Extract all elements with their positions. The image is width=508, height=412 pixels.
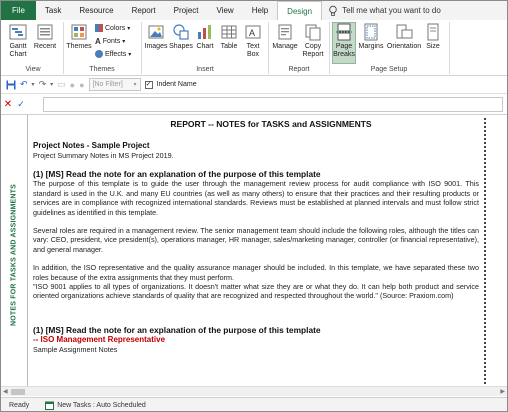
group-view-label: View <box>25 66 41 73</box>
effects-icon <box>95 50 103 58</box>
spacer <box>33 254 479 263</box>
view-side-label-text: NOTES FOR TASKS AND ASSIGNMENTS <box>10 183 18 327</box>
tell-me-text: Tell me what you want to do <box>342 6 441 15</box>
ribbon-tabs <box>1 1 507 20</box>
filter-dropdown[interactable] <box>89 78 141 91</box>
size-icon <box>424 23 442 41</box>
effects-button[interactable] <box>95 50 131 58</box>
spacer <box>33 217 479 226</box>
calendar-icon <box>45 401 54 410</box>
tab-task[interactable]: Task <box>44 6 62 15</box>
size-button[interactable] <box>423 23 443 51</box>
svg-text:A: A <box>249 28 256 38</box>
section-heading: (1) [MS] Read the note for an explanation of the purpose of this template <box>33 169 321 180</box>
entry-bar <box>1 95 507 115</box>
tab-report[interactable]: Report <box>131 6 156 15</box>
text-box-label: Text Box <box>246 43 260 58</box>
shapes-button[interactable] <box>169 23 193 51</box>
gantt-chart-icon <box>9 23 27 41</box>
confirm-icon[interactable]: ✓ <box>17 99 25 109</box>
page-break-line <box>484 118 486 396</box>
note-paragraph: Several roles are required in a management review. The senior management team should include the following roles, although the titles can vary: CEO, president, vice president(s), operations manager, HR manager, sales/marketing manager, controller (or financial representative), and general manager. <box>33 226 479 254</box>
group-report-label: Report <box>288 66 310 73</box>
size-label: Size <box>426 43 440 50</box>
tab-design[interactable]: Design <box>277 1 322 20</box>
copy-report-label: Copy Report <box>302 43 324 58</box>
margins-icon <box>362 23 380 41</box>
recent-views-icon <box>36 23 54 41</box>
shapes-label: Shapes <box>169 43 193 50</box>
ribbon-separator <box>268 22 269 74</box>
horizontal-scrollbar[interactable] <box>1 386 507 396</box>
page-breaks-label: Page Breaks <box>333 43 355 58</box>
note-paragraph: The purpose of this template is to guide the user through the management review process for audit compliance with ISO 9001. This standard is used in the U.K. and many EU countries (as well as many others) to ensure that their practices and their resulting products or services are in compliance with recognized international standards. Reviews must be established at planned intervals and must follow strict guidelines as identified in this template. <box>33 179 479 217</box>
table-icon <box>220 23 238 41</box>
gantt-chart-label: Gantt Chart <box>9 43 27 58</box>
quick-access-toolbar <box>1 76 507 94</box>
manage-label: Manage <box>272 43 298 50</box>
note-paragraph: In addition, the ISO representative and the quality assurance manager should be included. In this template, we have separated these two roles because of the extra assignments that they must perform. <box>33 263 479 282</box>
filter-value: [No Filter] <box>92 81 123 88</box>
project-heading: Project Notes - Sample Project <box>33 141 150 150</box>
lightbulb-icon <box>328 5 338 17</box>
chevron-down-icon[interactable]: ▾ <box>31 82 35 88</box>
report-title: REPORT -- NOTES for TASKS and ASSIGNMENTS <box>170 119 372 129</box>
tell-me-box[interactable] <box>328 1 441 20</box>
chevron-down-icon[interactable]: ▾ <box>50 82 54 88</box>
margins-button[interactable] <box>357 23 385 51</box>
spacer <box>33 313 479 325</box>
tab-resource[interactable]: Resource <box>79 6 114 15</box>
table-label: Table <box>220 43 238 50</box>
report-content <box>33 141 479 354</box>
tab-view[interactable]: View <box>216 6 234 15</box>
page-breaks-icon <box>335 23 353 41</box>
colors-label: Colors <box>105 24 126 32</box>
recent-button[interactable] <box>33 23 57 51</box>
fonts-label: Fonts <box>102 38 121 45</box>
status-bar <box>1 397 507 412</box>
images-label: Images <box>144 43 168 50</box>
save-icon[interactable] <box>6 80 16 90</box>
report-view <box>1 115 507 396</box>
view-side-label <box>1 115 27 396</box>
status-ready: Ready <box>9 401 30 409</box>
copy-report-button[interactable] <box>301 23 325 59</box>
images-button[interactable] <box>144 23 168 51</box>
recent-label: Recent <box>33 43 57 50</box>
chart-label: Chart <box>196 43 214 50</box>
spacer <box>33 160 479 169</box>
chart-button[interactable] <box>194 23 216 51</box>
new-tasks-label: New Tasks : Auto Scheduled <box>57 401 146 409</box>
manage-button[interactable] <box>271 23 299 51</box>
copy-report-icon <box>304 23 322 41</box>
new-tasks-mode[interactable] <box>45 401 146 410</box>
indent-name-checkbox[interactable]: ✓ <box>145 81 152 88</box>
circle-icon[interactable]: ● <box>69 79 76 90</box>
text-box-icon <box>244 23 262 41</box>
assignment-heading: -- ISO Management Representative <box>33 334 166 344</box>
ribbon-separator <box>63 22 64 74</box>
section-heading: (1) [MS] Read the note for an explanation of the purpose of this template <box>33 324 321 335</box>
fonts-icon: A <box>95 37 101 46</box>
group-insert-label: Insert <box>196 66 214 73</box>
chevron-down-icon: ▾ <box>133 82 137 88</box>
group-themes-label: Themes <box>89 66 115 73</box>
group-page-setup-label: Page Setup <box>370 66 408 73</box>
note-paragraph: "ISO 9001 applies to all types of organizations. It doesn't matter what size they are or what they do. It can help both product and service oriented organizations achieve standards of quality that are recognized and respected throughout the world." (Source: Praxiom.com) <box>33 282 479 301</box>
scroll-left-icon[interactable]: ◀ <box>3 389 8 395</box>
text-box-button[interactable] <box>242 23 264 59</box>
images-icon <box>147 23 165 41</box>
margins-label: Margins <box>358 43 384 50</box>
ribbon <box>1 20 507 76</box>
chevron-down-icon: ▾ <box>122 39 126 45</box>
shapes-icon <box>172 23 190 41</box>
spacer <box>33 301 479 313</box>
orientation-label: Orientation <box>386 43 422 50</box>
orientation-icon <box>395 23 413 41</box>
entry-field[interactable] <box>43 97 503 112</box>
tab-project[interactable]: Project <box>173 6 199 15</box>
colors-button[interactable] <box>95 24 130 32</box>
page-breaks-button[interactable] <box>332 22 356 64</box>
themes-icon <box>70 23 88 41</box>
scroll-thumb[interactable] <box>11 389 25 395</box>
tab-file[interactable]: File <box>1 1 36 20</box>
table-button[interactable] <box>218 23 240 51</box>
cancel-icon[interactable]: ✕ <box>3 99 13 110</box>
orientation-button[interactable] <box>386 23 422 51</box>
gantt-chart-button[interactable] <box>5 23 31 59</box>
chart-icon <box>196 23 214 41</box>
assignment-notes: Sample Assignment Notes <box>33 344 118 354</box>
tab-help[interactable]: Help <box>251 6 269 15</box>
project-summary: Project Summary Notes in MS Project 2019. <box>33 151 174 160</box>
chevron-down-icon: ▾ <box>128 51 132 58</box>
redo-icon[interactable]: ↷ <box>38 79 47 89</box>
themes-label: Themes <box>66 43 92 50</box>
outline-icon[interactable]: ▭ <box>57 79 66 89</box>
side-divider <box>27 115 28 396</box>
chevron-down-icon: ▾ <box>127 25 131 32</box>
ribbon-separator <box>449 22 450 74</box>
themes-button[interactable] <box>66 23 92 51</box>
ribbon-separator <box>329 22 330 74</box>
indent-name-label: Indent Name <box>156 81 197 88</box>
undo-icon[interactable]: ↶ <box>20 79 28 89</box>
circle-icon[interactable]: ● <box>79 79 85 90</box>
effects-label: Effects <box>105 50 127 58</box>
ribbon-separator <box>141 22 142 74</box>
fonts-button[interactable] <box>95 37 125 46</box>
scroll-right-icon[interactable]: ▶ <box>500 389 505 395</box>
colors-icon <box>95 24 103 32</box>
manage-icon <box>276 23 294 41</box>
